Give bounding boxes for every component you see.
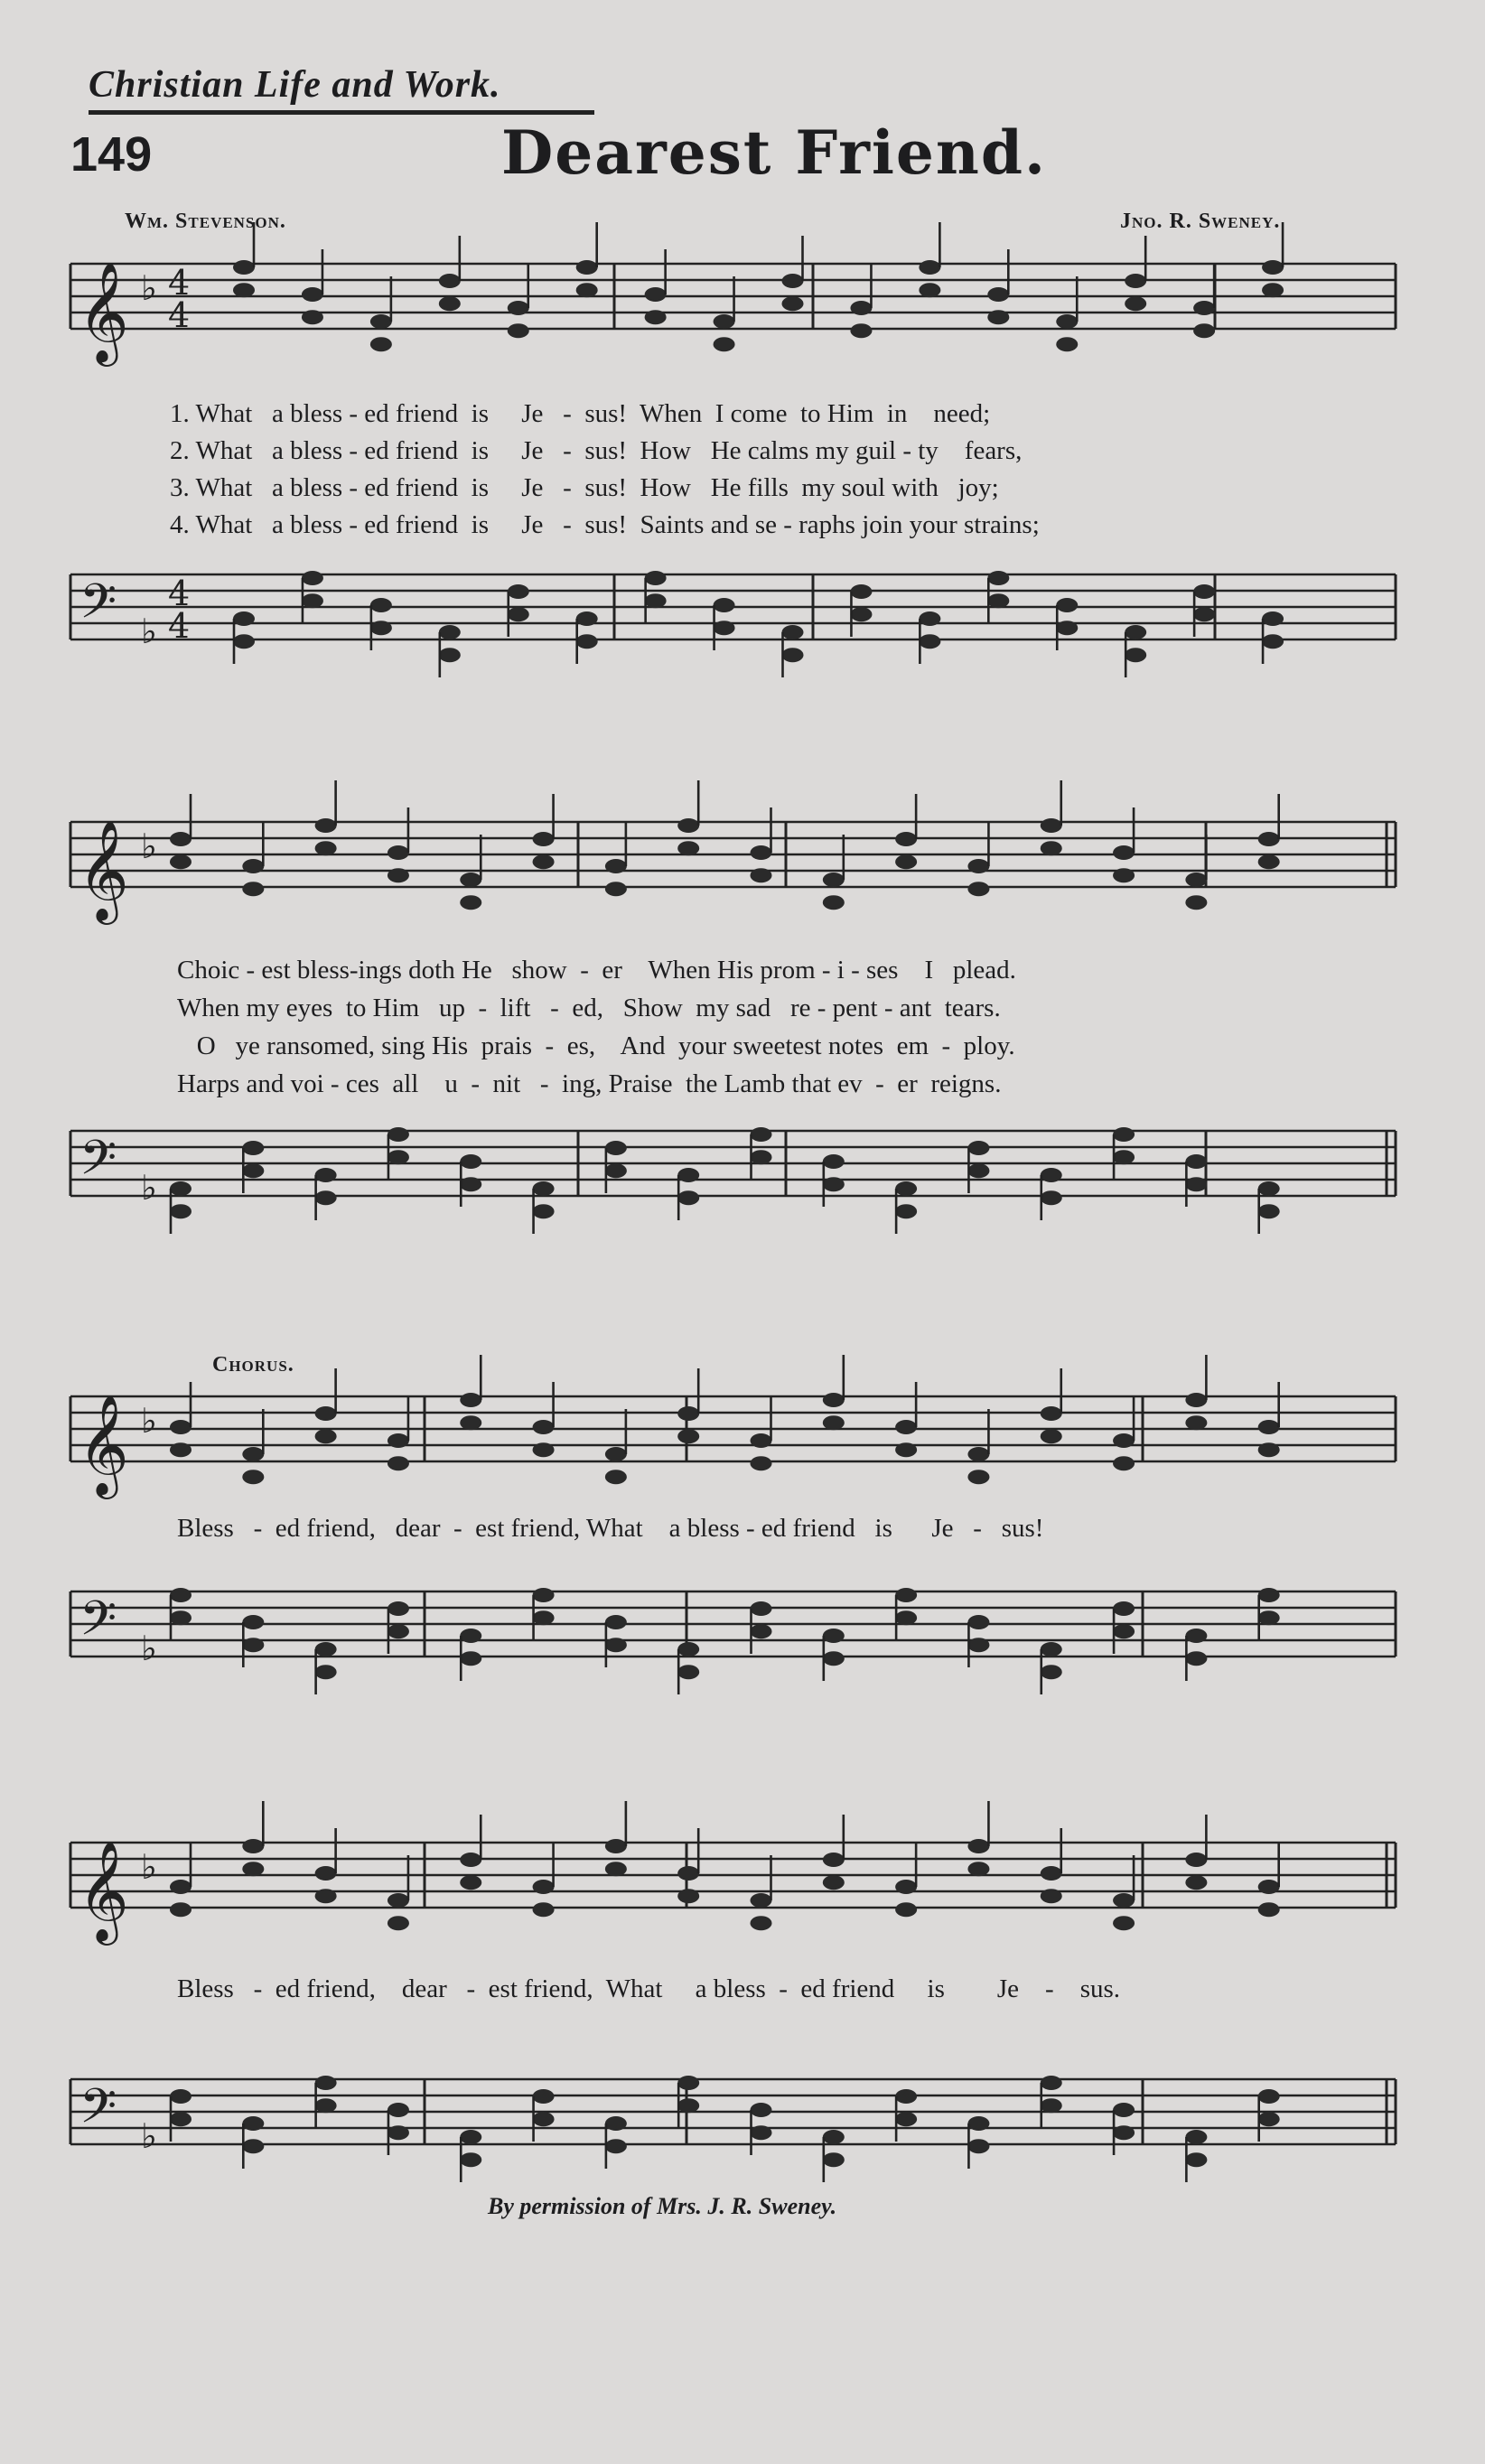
note-head xyxy=(919,283,940,297)
treble-clef-icon: 𝄞 xyxy=(78,819,129,920)
flat-key-icon: ♭ xyxy=(141,1629,157,1668)
note-head xyxy=(645,571,667,585)
note-head xyxy=(967,1141,989,1155)
note-head xyxy=(1258,854,1280,869)
note-head xyxy=(677,1429,699,1443)
note-head xyxy=(751,845,772,860)
note-head xyxy=(170,1442,191,1457)
verse-4-line-1: 4. What a bless - ed friend is Je - sus! Saints and se - raphs join your strains; xyxy=(170,510,1040,539)
note-head xyxy=(439,274,461,288)
note-head xyxy=(1125,274,1146,288)
note-head xyxy=(242,1163,264,1178)
note-head xyxy=(895,1442,917,1457)
note-head xyxy=(508,584,529,599)
note-head xyxy=(1258,1442,1280,1457)
note-head xyxy=(242,1638,264,1652)
note-head xyxy=(895,1880,917,1894)
note-head xyxy=(315,1642,337,1657)
note-head xyxy=(645,593,667,608)
note-head xyxy=(533,854,555,869)
permission-credit: By permission of Mrs. J. R. Sweney. xyxy=(488,2193,837,2219)
note-head xyxy=(315,1889,337,1903)
note-head xyxy=(1185,1629,1207,1643)
note-head xyxy=(460,1651,481,1666)
note-head xyxy=(315,841,337,855)
note-head xyxy=(460,1393,481,1407)
note-head xyxy=(576,260,598,275)
note-head xyxy=(1056,598,1078,612)
note-head xyxy=(967,1447,989,1461)
note-head xyxy=(170,1902,191,1917)
verse-1-line-1: 1. What a bless - ed friend is Je - sus! When I come to Him in need; xyxy=(170,399,991,428)
author-credit: Wm. Stevenson. xyxy=(125,210,286,233)
note-head xyxy=(170,2089,191,2104)
note-head xyxy=(388,1916,409,1930)
note-head xyxy=(242,859,264,873)
note-head xyxy=(967,859,989,873)
note-head xyxy=(605,2116,627,2131)
note-head xyxy=(315,1429,337,1443)
note-head xyxy=(1125,648,1146,662)
note-head xyxy=(388,868,409,882)
note-head xyxy=(242,1470,264,1484)
note-head xyxy=(1258,1588,1280,1602)
note-head xyxy=(1185,1875,1207,1890)
note-head xyxy=(1041,1642,1062,1657)
note-head xyxy=(1185,1177,1207,1191)
note-head xyxy=(605,2139,627,2153)
note-head xyxy=(302,571,323,585)
note-head xyxy=(677,2098,699,2113)
note-head xyxy=(677,1406,699,1421)
note-head xyxy=(895,854,917,869)
note-head xyxy=(170,854,191,869)
note-head xyxy=(1113,868,1135,882)
note-head xyxy=(1041,1429,1062,1443)
note-head xyxy=(170,1610,191,1625)
note-head xyxy=(967,1470,989,1484)
note-head xyxy=(967,1615,989,1629)
note-head xyxy=(1113,845,1135,860)
note-head xyxy=(1113,1916,1135,1930)
note-head xyxy=(533,1420,555,1434)
note-head xyxy=(823,1853,845,1867)
note-head xyxy=(170,2112,191,2126)
flat-key-icon: ♭ xyxy=(141,1847,157,1887)
note-head xyxy=(302,287,323,302)
note-head xyxy=(242,2116,264,2131)
note-head xyxy=(782,274,804,288)
note-head xyxy=(967,2116,989,2131)
note-head xyxy=(170,1181,191,1196)
note-head xyxy=(233,260,255,275)
note-head xyxy=(850,607,872,621)
note-head xyxy=(508,607,529,621)
note-head xyxy=(987,571,1009,585)
bass-clef-icon: 𝄢 xyxy=(79,1131,117,1198)
note-head xyxy=(1041,1168,1062,1182)
time-signature-bottom: 4 xyxy=(168,606,191,646)
note-head xyxy=(460,1853,481,1867)
note-head xyxy=(782,625,804,639)
note-head xyxy=(605,1447,627,1461)
note-head xyxy=(1113,2103,1135,2117)
note-head xyxy=(967,1839,989,1853)
hymn-title: Dearest Friend. xyxy=(501,117,1048,188)
note-head xyxy=(823,873,845,887)
note-head xyxy=(677,2076,699,2090)
note-head xyxy=(242,1839,264,1853)
note-head xyxy=(1125,296,1146,311)
chorus-line-1: Bless - ed friend, dear - est friend, What a bless - ed friend is Je - sus! xyxy=(177,1514,1044,1543)
note-head xyxy=(460,895,481,910)
note-head xyxy=(895,1204,917,1218)
note-head xyxy=(242,2139,264,2153)
note-head xyxy=(170,1420,191,1434)
note-head xyxy=(751,1893,772,1908)
note-head xyxy=(919,260,940,275)
note-head xyxy=(895,2089,917,2104)
note-head xyxy=(388,1624,409,1638)
note-head xyxy=(533,2112,555,2126)
verse-1-line-2: Choic - est bless-ings doth He show - er When His prom - i - ses I plead. xyxy=(177,956,1016,985)
note-head xyxy=(370,337,392,351)
note-head xyxy=(605,1839,627,1853)
note-head xyxy=(1041,1665,1062,1679)
note-head xyxy=(1041,1406,1062,1421)
note-head xyxy=(533,1902,555,1917)
note-head xyxy=(388,2103,409,2117)
note-head xyxy=(823,1651,845,1666)
note-head xyxy=(1056,314,1078,329)
note-head xyxy=(1041,1190,1062,1205)
time-signature-bottom: 4 xyxy=(168,295,191,335)
note-head xyxy=(315,2076,337,2090)
note-head xyxy=(677,818,699,833)
note-head xyxy=(242,1141,264,1155)
note-head xyxy=(315,1406,337,1421)
note-head xyxy=(1193,323,1215,338)
note-head xyxy=(315,818,337,833)
note-head xyxy=(1262,260,1284,275)
note-head xyxy=(1056,621,1078,635)
note-head xyxy=(1258,1181,1280,1196)
note-head xyxy=(1258,1902,1280,1917)
note-head xyxy=(533,2089,555,2104)
note-head xyxy=(1113,1456,1135,1470)
note-head xyxy=(1185,2130,1207,2144)
note-head xyxy=(1041,2076,1062,2090)
note-head xyxy=(895,1588,917,1602)
note-head xyxy=(751,1601,772,1616)
note-head xyxy=(1262,611,1284,626)
note-head xyxy=(315,2098,337,2113)
note-head xyxy=(508,301,529,315)
note-head xyxy=(1185,1393,1207,1407)
note-head xyxy=(460,2152,481,2167)
note-head xyxy=(1262,283,1284,297)
chorus-line-2: Bless - ed friend, dear - est friend, What a bless - ed friend is Je - sus. xyxy=(177,1974,1121,2003)
note-head xyxy=(242,1615,264,1629)
note-head xyxy=(1185,1853,1207,1867)
note-head xyxy=(850,323,872,338)
note-head xyxy=(919,611,940,626)
note-head xyxy=(388,1893,409,1908)
section-title: Christian Life and Work. xyxy=(89,64,501,106)
note-head xyxy=(388,1150,409,1164)
verse-2-line-1: 2. What a bless - ed friend is Je - sus! How He calms my guil - ty fears, xyxy=(170,436,1023,465)
note-head xyxy=(460,1177,481,1191)
note-head xyxy=(460,1415,481,1430)
note-head xyxy=(315,1190,337,1205)
note-head xyxy=(388,1456,409,1470)
note-head xyxy=(533,1588,555,1602)
note-head xyxy=(751,1127,772,1142)
note-head xyxy=(388,2125,409,2140)
note-head xyxy=(605,1615,627,1629)
note-head xyxy=(233,611,255,626)
note-head xyxy=(460,1154,481,1169)
note-head xyxy=(388,1433,409,1448)
bass-clef-icon: 𝄢 xyxy=(79,2079,117,2146)
flat-key-icon: ♭ xyxy=(141,2116,157,2156)
note-head xyxy=(388,1601,409,1616)
hymn-number: 149 xyxy=(70,127,153,182)
note-head xyxy=(533,1610,555,1625)
note-head xyxy=(751,1456,772,1470)
verse-4-line-2: Harps and voi - ces all u - nit - ing, Praise the Lamb that ev - er reigns. xyxy=(177,1069,1002,1098)
note-head xyxy=(439,296,461,311)
note-head xyxy=(576,634,598,649)
note-head xyxy=(388,1127,409,1142)
note-head xyxy=(605,1862,627,1876)
composer-credit: Jno. R. Sweney. xyxy=(1120,210,1281,233)
note-head xyxy=(1185,1415,1207,1430)
note-head xyxy=(460,2130,481,2144)
note-head xyxy=(751,1150,772,1164)
note-head xyxy=(533,1181,555,1196)
note-head xyxy=(1113,1601,1135,1616)
note-head xyxy=(1258,2089,1280,2104)
note-head xyxy=(1193,301,1215,315)
note-head xyxy=(751,1916,772,1930)
note-head xyxy=(987,287,1009,302)
note-head xyxy=(1185,895,1207,910)
note-head xyxy=(605,859,627,873)
note-head xyxy=(302,310,323,324)
note-head xyxy=(823,2130,845,2144)
note-head xyxy=(823,2152,845,2167)
note-head xyxy=(645,287,667,302)
note-head xyxy=(233,634,255,649)
note-head xyxy=(533,1442,555,1457)
note-head xyxy=(895,1902,917,1917)
note-head xyxy=(1041,2098,1062,2113)
note-head xyxy=(919,634,940,649)
treble-clef-icon: 𝄞 xyxy=(78,1394,129,1495)
note-head xyxy=(533,1204,555,1218)
note-head xyxy=(605,1163,627,1178)
time-signature-top: 4 xyxy=(168,263,191,303)
note-head xyxy=(460,1629,481,1643)
note-head xyxy=(823,1875,845,1890)
verse-3-line-1: 3. What a bless - ed friend is Je - sus! How He fills my soul with joy; xyxy=(170,473,999,502)
note-head xyxy=(1125,625,1146,639)
note-head xyxy=(370,621,392,635)
bass-clef-icon: 𝄢 xyxy=(79,574,117,641)
note-head xyxy=(751,1624,772,1638)
flat-key-icon: ♭ xyxy=(141,1168,157,1208)
note-head xyxy=(576,283,598,297)
note-head xyxy=(533,832,555,846)
note-head xyxy=(677,1665,699,1679)
treble-clef-icon: 𝄞 xyxy=(78,1840,129,1941)
note-head xyxy=(605,882,627,896)
note-head xyxy=(1113,1150,1135,1164)
note-head xyxy=(170,1880,191,1894)
treble-clef-icon: 𝄞 xyxy=(78,261,129,362)
note-head xyxy=(1113,1127,1135,1142)
note-head xyxy=(1041,1866,1062,1881)
note-head xyxy=(1258,1204,1280,1218)
note-head xyxy=(1113,1624,1135,1638)
note-head xyxy=(751,868,772,882)
note-head xyxy=(823,1177,845,1191)
note-head xyxy=(782,648,804,662)
note-head xyxy=(782,296,804,311)
note-head xyxy=(1113,1433,1135,1448)
note-head xyxy=(605,1638,627,1652)
note-head xyxy=(850,301,872,315)
note-head xyxy=(677,1190,699,1205)
note-head xyxy=(823,895,845,910)
note-head xyxy=(1185,873,1207,887)
note-head xyxy=(967,882,989,896)
note-head xyxy=(370,598,392,612)
note-head xyxy=(714,621,735,635)
note-head xyxy=(388,845,409,860)
note-head xyxy=(315,1866,337,1881)
note-head xyxy=(895,1610,917,1625)
note-head xyxy=(315,1665,337,1679)
note-head xyxy=(967,1163,989,1178)
note-head xyxy=(823,1629,845,1643)
bass-clef-icon: 𝄢 xyxy=(79,1591,117,1658)
note-head xyxy=(677,1866,699,1881)
note-head xyxy=(1185,1651,1207,1666)
note-head xyxy=(895,1420,917,1434)
note-head xyxy=(1193,607,1215,621)
flat-key-icon: ♭ xyxy=(141,1401,157,1441)
note-head xyxy=(1113,1893,1135,1908)
note-head xyxy=(751,1433,772,1448)
note-head xyxy=(714,337,735,351)
note-head xyxy=(714,598,735,612)
note-head xyxy=(533,1880,555,1894)
chorus-label: Chorus. xyxy=(212,1353,294,1377)
note-head xyxy=(823,1415,845,1430)
note-head xyxy=(645,310,667,324)
note-head xyxy=(677,1642,699,1657)
note-head xyxy=(987,310,1009,324)
note-head xyxy=(714,314,735,329)
note-head xyxy=(460,873,481,887)
note-head xyxy=(823,1154,845,1169)
note-head xyxy=(967,1638,989,1652)
note-head xyxy=(576,611,598,626)
note-head xyxy=(1041,841,1062,855)
note-head xyxy=(751,2103,772,2117)
note-head xyxy=(605,1470,627,1484)
note-head xyxy=(1185,1154,1207,1169)
note-head xyxy=(439,648,461,662)
flat-key-icon: ♭ xyxy=(141,611,157,651)
note-head xyxy=(1258,1880,1280,1894)
note-head xyxy=(170,1588,191,1602)
note-head xyxy=(751,2125,772,2140)
note-head xyxy=(677,1168,699,1182)
note-head xyxy=(1258,1420,1280,1434)
note-head xyxy=(823,1393,845,1407)
note-head xyxy=(1041,818,1062,833)
note-head xyxy=(233,283,255,297)
note-head xyxy=(508,323,529,338)
note-head xyxy=(170,1204,191,1218)
note-head xyxy=(302,593,323,608)
note-head xyxy=(242,1447,264,1461)
note-head xyxy=(1193,584,1215,599)
note-head xyxy=(967,1862,989,1876)
note-head xyxy=(460,1875,481,1890)
flat-key-icon: ♭ xyxy=(141,268,157,308)
note-head xyxy=(1041,1889,1062,1903)
flat-key-icon: ♭ xyxy=(141,826,157,866)
note-head xyxy=(677,1889,699,1903)
note-head xyxy=(987,593,1009,608)
note-head xyxy=(850,584,872,599)
note-head xyxy=(1185,2152,1207,2167)
note-head xyxy=(1258,2112,1280,2126)
note-head xyxy=(895,2112,917,2126)
note-head xyxy=(1258,1610,1280,1625)
note-head xyxy=(677,841,699,855)
note-head xyxy=(242,882,264,896)
note-head xyxy=(242,1862,264,1876)
time-signature-top: 4 xyxy=(168,574,191,613)
note-head xyxy=(1056,337,1078,351)
verse-2-line-2: When my eyes to Him up - lift - ed, Show my sad re - pent - ant tears. xyxy=(177,994,1001,1022)
note-head xyxy=(1262,634,1284,649)
note-head xyxy=(605,1141,627,1155)
note-head xyxy=(967,2139,989,2153)
note-head xyxy=(1113,2125,1135,2140)
note-head xyxy=(315,1168,337,1182)
note-head xyxy=(895,1181,917,1196)
note-head xyxy=(370,314,392,329)
verse-3-line-2: O ye ransomed, sing His prais - es, And your sweetest notes em - ploy. xyxy=(177,1031,1015,1060)
note-head xyxy=(170,832,191,846)
note-head xyxy=(439,625,461,639)
note-head xyxy=(1258,832,1280,846)
note-head xyxy=(895,832,917,846)
